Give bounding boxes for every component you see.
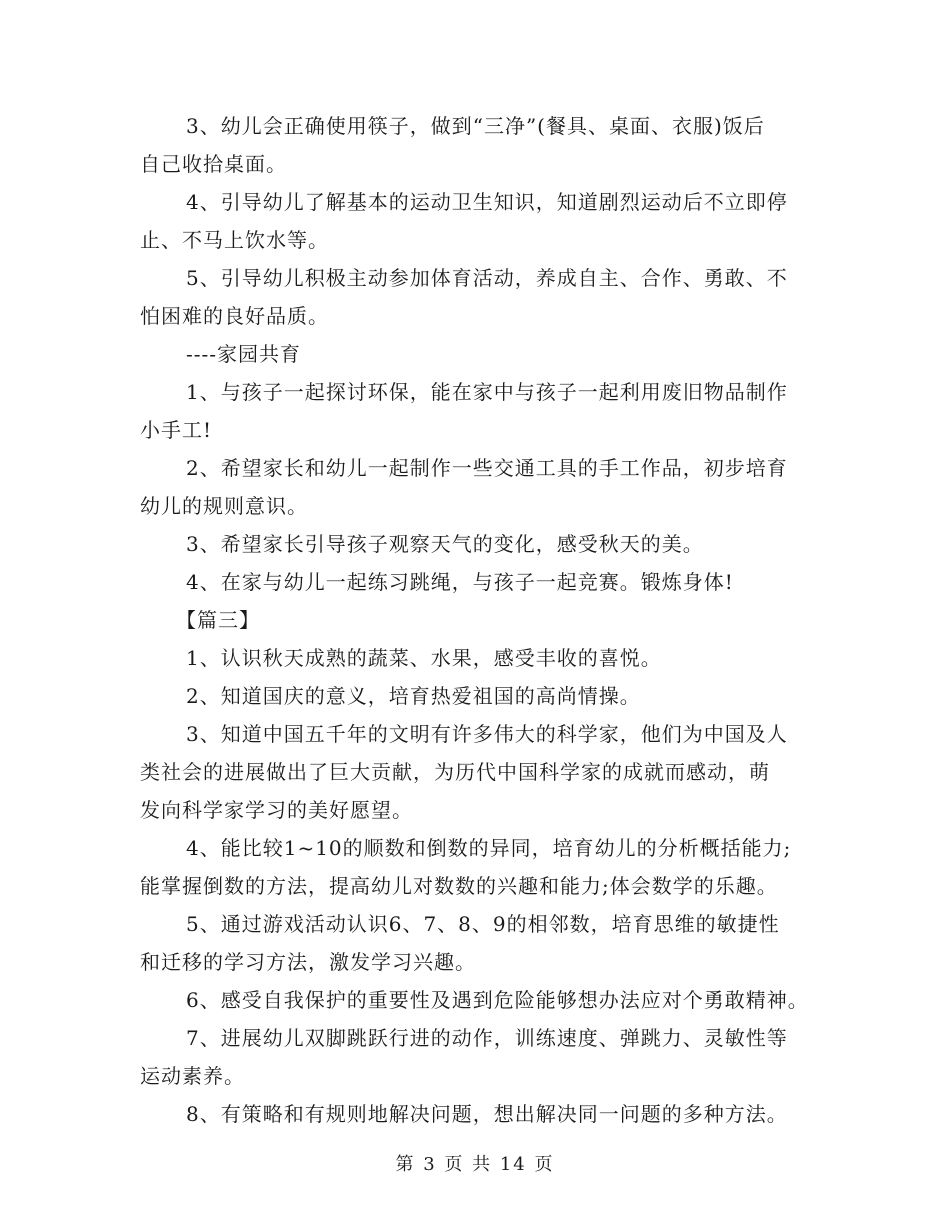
body-line: 发向科学家学习的美好愿望。 [140,798,413,822]
body-line: 自己收拾桌面。 [140,152,287,176]
body-line: 8、有策略和有规则地解决问题，想出解决同一问题的多种方法。 [186,1102,788,1126]
body-line: 类社会的进展做出了巨大贡献，为历代中国科学家的成就而感动，萌 [140,760,770,784]
body-line: 幼儿的规则意识。 [140,494,308,518]
section-heading: 【篇三】 [176,608,260,632]
body-line: 能掌握倒数的方法，提高幼儿对数数的兴趣和能力;体会数学的乐趣。 [140,874,778,898]
body-line: 7、进展幼儿双脚跳跃行进的动作，训练速度、弹跳力、灵敏性等 [186,1026,788,1050]
document-body [140,107,820,1133]
body-line: 和迁移的学习方法，激发学习兴趣。 [140,950,476,974]
body-line: 4、引导幼儿了解基本的运动卫生知识，知道剧烈运动后不立即停 [186,190,788,214]
section-subheading: ----家园共育 [186,342,302,366]
body-line: 6、感受自我保护的重要性及遇到危险能够想办法应对个勇敢精神。 [186,988,809,1012]
body-line: 3、希望家长引导孩子观察天气的变化，感受秋天的美。 [186,532,704,556]
body-line: 3、知道中国五千年的文明有许多伟大的科学家，他们为中国及人 [186,722,788,746]
body-line: 4、在家与幼儿一起练习跳绳，与孩子一起竞赛。锻炼身体! [186,570,734,594]
body-line: 运动素养。 [140,1064,245,1088]
body-line: 2、希望家长和幼儿一起制作一些交通工具的手工作品，初步培育 [186,456,788,480]
body-line: 怕困难的良好品质。 [140,304,329,328]
body-line: 4、能比较1~10的顺数和倒数的异同，培育幼儿的分析概括能力; [186,836,792,860]
body-line: 1、认识秋天成熟的蔬菜、水果，感受丰收的喜悦。 [186,646,662,670]
body-line: 5、通过游戏活动认识6、7、8、9的相邻数，培育思维的敏捷性 [186,912,780,936]
body-line: 小手工! [140,418,213,442]
body-line: 1、与孩子一起探讨环保，能在家中与孩子一起利用废旧物品制作 [186,380,788,404]
body-line: 5、引导幼儿积极主动参加体育活动，养成自主、合作、勇敢、不 [186,266,788,290]
body-line: 止、不马上饮水等。 [140,228,329,252]
body-line: 2、知道国庆的意义，培育热爱祖国的高尚情操。 [186,684,641,708]
page-footer: 第 3 页 共 14 页 [395,1154,555,1175]
body-line: 3、幼儿会正确使用筷子，做到“三净”(餐具、桌面、衣服)饭后 [186,114,765,138]
